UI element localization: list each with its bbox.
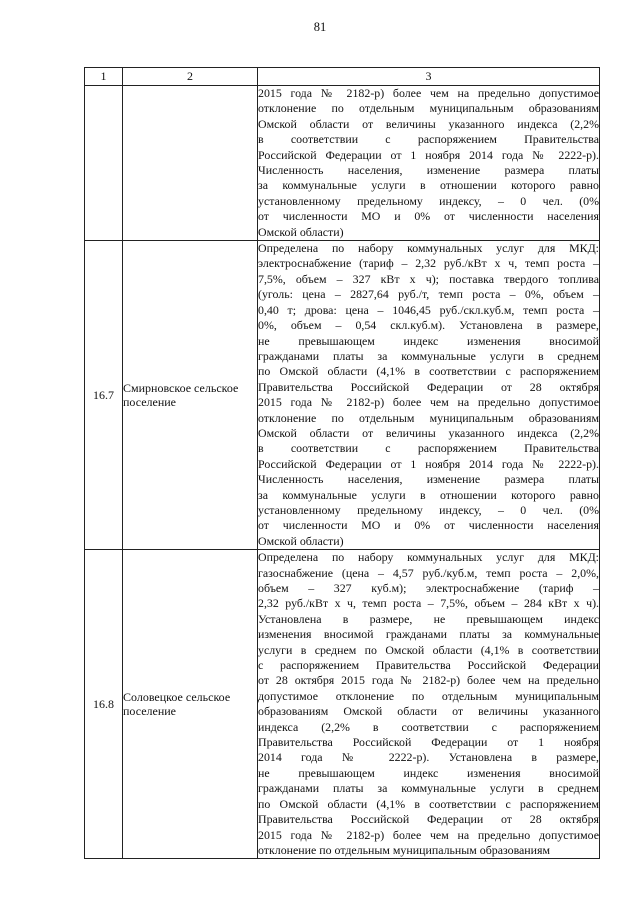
description-line: 0,40 т; дрова: цена – 1046,45 руб./скл.куб.м, темп роста – — [258, 302, 599, 317]
description-line: 2014 года № 2222-р). Установлена в размере, — [258, 750, 599, 765]
settlement-name-cell: Соловецкое сельское поселение — [123, 550, 258, 859]
description-line: по Омской области (4,1% в соответствии с распоряжением — [258, 364, 599, 379]
description-line: газоснабжение (цена – 4,57 руб./куб.м, темп роста – 2,0%, — [258, 565, 599, 580]
description-line: 0%, объем – 0,54 скл.куб.м). Установлена в размере, — [258, 318, 599, 333]
description-line: 2015 года № 2182-р) более чем на предельно допустимое — [258, 827, 599, 842]
description-line: с распоряжением Правительства Российской Федерации — [258, 658, 599, 673]
description-line: Определена по набору коммунальных услуг для МКД: — [258, 550, 599, 565]
description-line: индекса (2,2% в соответствии с распоряжением — [258, 719, 599, 734]
description-cell — [258, 241, 600, 550]
settlement-name-cell — [123, 86, 258, 241]
description-line: (уголь: цена – 2827,64 руб./т, темп роста – 0%, объем – — [258, 287, 599, 302]
description-line: Омской области) — [258, 533, 344, 548]
description-line: установленному предельному индексу, – 0 чел. (0% — [258, 502, 599, 517]
description-line: Российской Федерации от 1 ноября 2014 года № 2222-р). — [258, 147, 599, 162]
description-line: Омской области) — [258, 224, 344, 239]
description-line: установленному предельному индексу, – 0 чел. (0% — [258, 193, 599, 208]
description-line: электроснабжение (тариф – 2,32 руб./кВт х ч, темп роста – — [258, 256, 599, 271]
description-line: от 28 октября 2015 года № 2182-р) более чем на предельно — [258, 673, 599, 688]
description-line: не превышающем индекс изменения вносимой — [258, 333, 599, 348]
description-cell — [258, 550, 600, 859]
description-line: отклонение по отдельным муниципальным образованиям — [258, 410, 599, 425]
description-line: Численность населения, изменение размера платы — [258, 472, 599, 487]
description-line: Установлена в размере, не превышающем индекс — [258, 611, 599, 626]
description-line: 2015 года № 2182-р) более чем на предельно допустимое — [258, 395, 599, 410]
description-line: от численности МО и 0% от численности населения — [258, 518, 599, 533]
settlement-name-cell: Смирновское сельское поселение — [123, 241, 258, 550]
description-line: услуги в среднем по Омской области (4,1% в соответствии — [258, 642, 599, 657]
description-line: Правительства Российской Федерации от 28 октября — [258, 812, 599, 827]
description-line: Омской области от величины указанного индекса (2,2% — [258, 116, 599, 131]
table-header-row — [85, 68, 600, 86]
column-header-2: 2 — [123, 68, 258, 86]
description-line: за коммунальные услуги в отношении которого равно — [258, 178, 599, 193]
table-row — [85, 86, 600, 241]
description-line: в соответствии с распоряжением Правительства — [258, 132, 599, 147]
description-line: гражданами платы за коммунальные услуги в среднем — [258, 348, 599, 363]
description-line: Определена по набору коммунальных услуг для МКД: — [258, 241, 599, 256]
description-line: образованиям Омской области от величины указанного — [258, 704, 599, 719]
description-line: в соответствии с распоряжением Правительства — [258, 441, 599, 456]
description-line: Численность населения, изменение размера платы — [258, 163, 599, 178]
description-line: Правительства Российской Федерации от 28 октября — [258, 379, 599, 394]
description-line: отклонение по отдельным муниципальным образованиям — [258, 842, 551, 857]
table-row — [85, 241, 600, 550]
column-header-3: 3 — [258, 68, 600, 86]
description-line: изменения вносимой гражданами платы за коммунальные — [258, 627, 599, 642]
description-line: Российской Федерации от 1 ноября 2014 года № 2222-р). — [258, 456, 599, 471]
row-number-cell: 16.7 — [85, 241, 123, 550]
description-line: объем – 327 куб.м); электроснабжение (тариф – — [258, 581, 599, 595]
row-number-cell — [85, 86, 123, 241]
description-line: Правительства Российской Федерации от 1 ноября — [258, 735, 599, 750]
description-line: отклонение по отдельным муниципальным образованиям — [258, 101, 599, 116]
description-line: 2,32 руб./кВт х ч, темп роста – 7,5%, объем – 284 кВт х ч). — [258, 596, 599, 611]
description-line: Омской области от величины указанного индекса (2,2% — [258, 425, 599, 440]
description-line: по Омской области (4,1% в соответствии с распоряжением — [258, 796, 599, 811]
table-row — [85, 550, 600, 859]
description-line: 7,5%, объем – 327 кВт х ч); поставка твердого топлива — [258, 271, 599, 286]
description-cell — [258, 86, 600, 241]
page-number: 81 — [313, 20, 327, 34]
description-line: за коммунальные услуги в отношении которого равно — [258, 487, 599, 502]
data-table — [84, 67, 600, 859]
column-header-1: 1 — [85, 68, 123, 86]
description-line: не превышающем индекс изменения вносимой — [258, 765, 599, 780]
description-line: допустимое отклонение по отдельным муниципальным — [258, 688, 599, 703]
description-line: 2015 года № 2182-р) более чем на предельно допустимое — [258, 86, 599, 100]
description-line: гражданами платы за коммунальные услуги в среднем — [258, 781, 599, 796]
description-line: от численности МО и 0% от численности населения — [258, 209, 599, 224]
row-number-cell: 16.8 — [85, 550, 123, 859]
